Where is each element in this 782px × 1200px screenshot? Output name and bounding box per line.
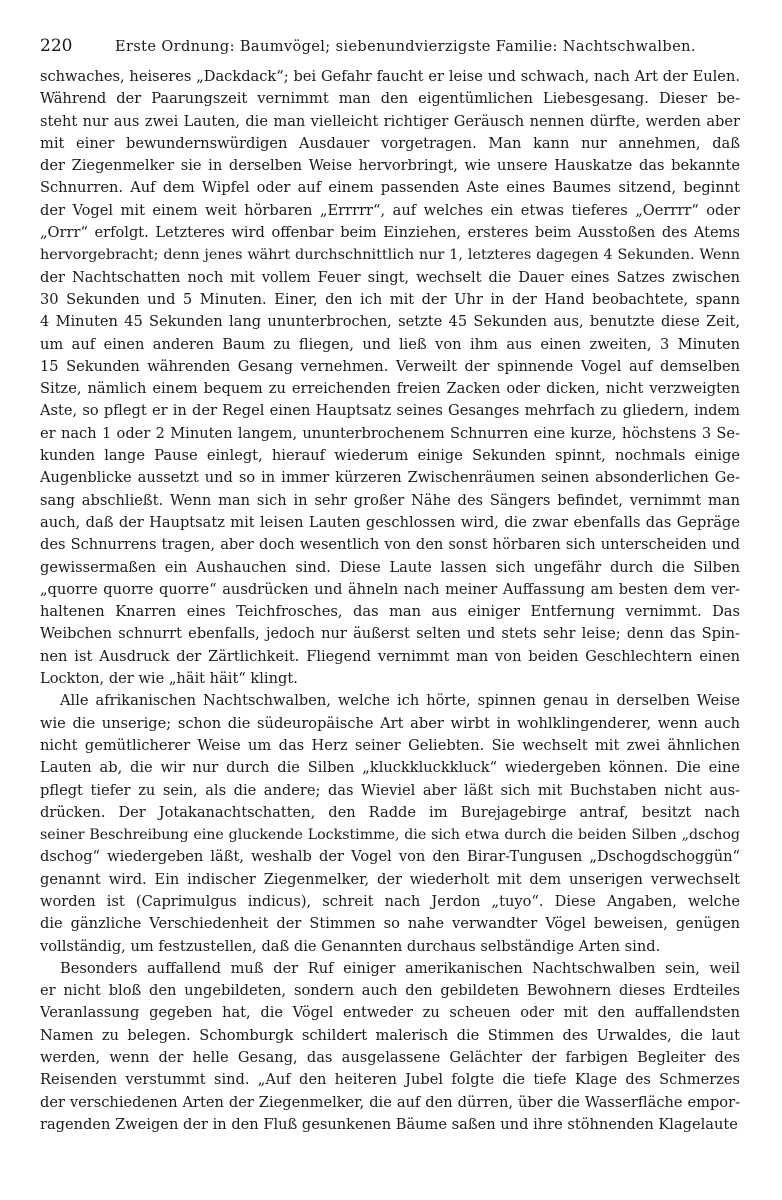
text-line: Besonders auffallend muß der Ruf einiger amerikanischen Nachtschwalben sein, weil	[60, 959, 740, 977]
text-line: werden, wenn der helle Gesang, das ausgelassene Gelächter der farbigen Begleiter des	[40, 1049, 740, 1067]
text-line: der Nachtschatten noch mit vollem Feuer singt, wechselt die Dauer eines Satzes zwischen	[40, 268, 740, 286]
text-line: schwaches, heiseres „Dackdack“; bei Gefahr faucht er leise und schwach, nach Art der Eulen.	[40, 68, 740, 85]
text-line: drücken. Der Jotakanachtschatten, den Radde im Burejagebirge antraf, besitzt nach	[40, 803, 740, 821]
text-line: der Vogel mit einem weit hörbaren „Errrrr“, auf welches ein etwas tieferes „Oerrrr“ oder	[40, 201, 740, 219]
text-line: Lockton, der wie „häit häit“ klingt.	[40, 670, 298, 688]
text-line: kunden lange Pause einlegt, hierauf wiederum einige Sekunden spinnt, nochmals einige	[40, 447, 740, 465]
paragraph	[40, 690, 740, 958]
text-line: um auf einen anderen Baum zu fliegen, und ließ von ihm aus einen zweiten, 3 Minuten	[40, 335, 740, 353]
text-line: Sitze, nämlich einem bequem zu erreichenden freien Zacken oder dicken, nicht verzweigten	[40, 380, 740, 398]
page-number: 220	[40, 36, 73, 56]
text-line: gewissermaßen ein Aushauchen sind. Diese Laute lassen sich ungefähr durch die Silben	[40, 558, 740, 576]
text-line: Aste, so pflegt er in der Regel einen Hauptsatz seines Gesanges mehrfach zu gliedern, indem	[40, 402, 740, 420]
text-line: Namen zu belegen. Schomburgk schildert malerisch die Stimmen des Urwaldes, die laut	[40, 1026, 740, 1044]
text-line: auch, daß der Hauptsatz mit leisen Lauten geschlossen wird, die zwar ebenfalls das Gepräge	[40, 513, 740, 531]
text-line: er nicht bloß den ungebildeten, sondern auch den gebildeten Bewohnern dieses Erdteiles	[40, 982, 740, 1000]
text-line: Alle afrikanischen Nachtschwalben, welche ich hörte, spinnen genau in derselben Weise	[60, 692, 740, 710]
text-line: er nach 1 oder 2 Minuten langem, ununterbrochenem Schnurren eine kurze, höchstens 3 Se-	[40, 424, 740, 442]
text-line: hervorgebracht; denn jenes währt durchschnittlich nur 1, letzteres dagegen 4 Sekunden. Wenn	[40, 247, 740, 264]
text-line: worden ist (Caprimulgus indicus), schreit nach Jerdon „tuyo“. Diese Angaben, welche	[40, 892, 740, 910]
text-line: 30 Sekunden und 5 Minuten. Einer, den ich mit der Uhr in der Hand beobachtete, spann	[40, 290, 740, 308]
text-line: „quorre quorre quorre“ ausdrücken und ähneln nach meiner Auffassung am besten dem ver-	[40, 580, 740, 598]
text-line: genannt wird. Ein indischer Ziegenmelker, der wiederholt mit dem unserigen verwechselt	[40, 870, 740, 888]
text-line: haltenen Knarren eines Teichfrosches, das man aus einiger Entfernung vernimmt. Das	[40, 603, 740, 621]
text-line: Weibchen schnurrt ebenfalls, jedoch nur äußerst selten und stets sehr leise; denn das Spin-	[40, 625, 740, 643]
text-line: 4 Minuten 45 Sekunden lang ununterbrochen, setzte 45 Sekunden aus, benutzte diese Zeit,	[40, 313, 740, 331]
page-header	[40, 36, 740, 60]
text-line: der verschiedenen Arten der Ziegenmelker, die auf den dürren, über die Wasserfläche empor-	[40, 1093, 740, 1111]
text-line: seiner Beschreibung eine gluckende Lockstimme, die sich etwa durch die beiden Silben „dschog	[40, 827, 740, 844]
text-line: dschog“ wiedergeben läßt, weshalb der Vogel von den Birar-Tungusen „Dschogdschoggün“	[40, 848, 740, 866]
text-line: Reisenden verstummt sind. „Auf den heiteren Jubel folgte die tiefe Klage des Schmerzes	[40, 1071, 740, 1089]
text-line: nen ist Ausdruck der Zärtlichkeit. Fliegend vernimmt man von beiden Geschlechtern einen	[40, 647, 740, 665]
text-line: ragenden Zweigen der in den Fluß gesunkenen Bäume saßen und ihre stöhnenden Klagelaute	[40, 1115, 738, 1133]
text-line: der Ziegenmelker sie in derselben Weise hervorbringt, wie unsere Hauskatze das bekannte	[40, 157, 740, 175]
body-text	[40, 66, 740, 1136]
text-line: 15 Sekunden währenden Gesang vernehmen. Verweilt der spinnende Vogel auf demselben	[40, 357, 740, 375]
text-line: „Orrr“ erfolgt. Letzteres wird offenbar beim Einziehen, ersteres beim Ausstoßen des Atems	[40, 224, 740, 242]
text-line: des Schnurrens tragen, aber doch wesentlich von den sonst hörbaren sich unterscheiden und	[40, 536, 740, 554]
paragraph	[40, 66, 740, 690]
text-line: steht nur aus zwei Lauten, die man vielleicht richtiger Geräusch nennen dürfte, werden aber	[40, 112, 740, 130]
text-line: Augenblicke aussetzt und so in immer kürzeren Zwischenräumen seinen absonderlichen Ge-	[40, 469, 740, 487]
running-head: Erste Ordnung: Baumvögel; siebenundvierzigste Familie: Nachtschwalben.	[115, 39, 696, 55]
text-line: Veranlassung gegeben hat, die Vögel entweder zu scheuen oder mit den auffallendsten	[40, 1004, 740, 1022]
text-line: Schnurren. Auf dem Wipfel oder auf einem passenden Aste eines Baumes sitzend, beginnt	[40, 179, 740, 197]
text-line: Lauten ab, die wir nur durch die Silben „kluckkluckkluck“ wiedergeben können. Die eine	[40, 759, 740, 777]
text-line: pflegt tiefer zu sein, als die andere; das Wieviel aber läßt sich mit Buchstaben nicht aus-	[40, 781, 740, 799]
text-line: vollständig, um festzustellen, daß die Genannten durchaus selbständige Arten sind.	[40, 937, 661, 955]
text-line: die gänzliche Verschiedenheit der Stimmen so nahe verwandter Vögel beweisen, genügen	[40, 915, 740, 933]
text-line: mit einer bewundernswürdigen Ausdauer vorgetragen. Man kann nur annehmen, daß	[40, 134, 740, 152]
text-line: Während der Paarungszeit vernimmt man den eigentümlichen Liebesgesang. Dieser be-	[40, 90, 740, 108]
text-line: sang abschließt. Wenn man sich in sehr großer Nähe des Sängers befindet, vernimmt man	[40, 491, 740, 509]
text-line: nicht gemütlicherer Weise um das Herz seiner Geliebten. Sie wechselt mit zwei ähnlichen	[40, 736, 740, 754]
text-line: wie die unserige; schon die südeuropäische Art aber wirbt in wohlklingenderer, wenn auch	[40, 714, 740, 732]
paragraph	[40, 958, 740, 1136]
